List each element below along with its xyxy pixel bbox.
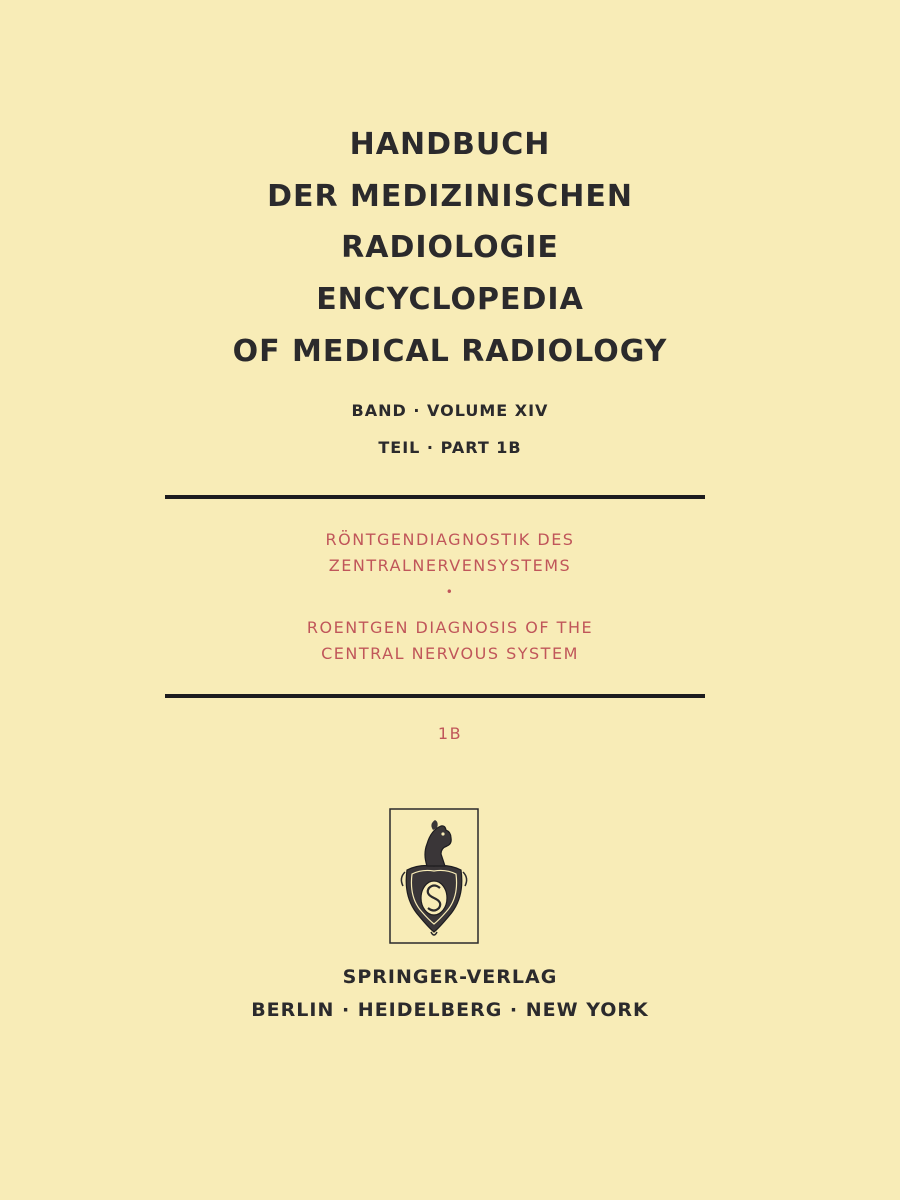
part-code: 1B bbox=[437, 724, 463, 743]
subtitle-en-line-2: CENTRAL NERVOUS SYSTEM bbox=[321, 644, 579, 663]
title-de-line-2: DER MEDIZINISCHEN bbox=[267, 179, 633, 214]
title-de-line-1: HANDBUCH bbox=[349, 127, 551, 162]
subtitle-de-line-2: ZENTRALNERVENSYSTEMS bbox=[328, 556, 572, 575]
springer-knight-logo-icon bbox=[389, 808, 479, 944]
subtitle-de-line-1: RÖNTGENDIAGNOSTIK DES bbox=[325, 530, 575, 549]
volume-label: BAND · VOLUME XIV bbox=[351, 401, 549, 420]
title-de-line-3: RADIOLOGIE bbox=[341, 230, 559, 265]
title-en-line-2: OF MEDICAL RADIOLOGY bbox=[232, 334, 668, 369]
subtitle-separator: • bbox=[445, 585, 455, 599]
subtitle-en-line-1: ROENTGEN DIAGNOSIS OF THE bbox=[306, 618, 594, 637]
bottom-rule bbox=[165, 694, 705, 698]
publisher-cities: BERLIN · HEIDELBERG · NEW YORK bbox=[251, 999, 649, 1021]
publisher-name: SPRINGER-VERLAG bbox=[342, 966, 558, 988]
top-rule bbox=[165, 495, 705, 499]
title-en-line-1: ENCYCLOPEDIA bbox=[316, 282, 584, 317]
part-label: TEIL · PART 1B bbox=[378, 438, 522, 457]
